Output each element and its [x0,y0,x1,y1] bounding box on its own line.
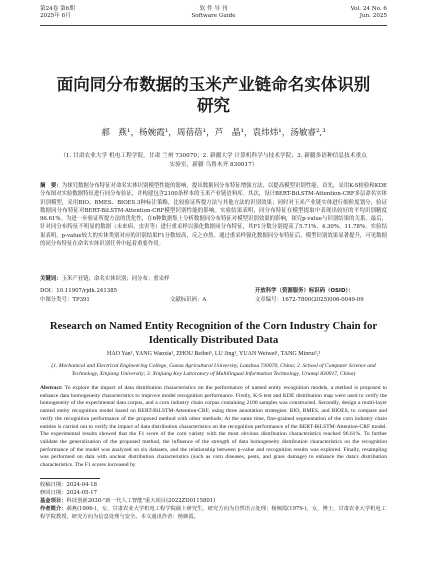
affiliation-cn-line-2: 实验室，新疆 乌鲁木齐 830017） [169,162,258,168]
author-list-cn: 郝 燕¹，杨婉霞¹，周蓓蓓¹，芦 晶¹，袁炜炜¹，汤敏睿²,³ [101,128,326,138]
header-date-en: Jun. 2025 [359,13,387,20]
affiliation-cn-line-1: （1. 甘肃农业大学 机电工程学院，甘肃 兰州 730070；2. 新疆大学 计算机科学与技术学院；3. 新疆多语种信息技术重点 [60,153,367,159]
keywords-cn-text: 玉米产业链；命名实体识别；同分布；重采样 [61,276,170,282]
header-date: 2025年 6月 [40,13,71,20]
title-en-line-2: Identically Distributed Data [148,333,279,346]
revised-date: 修回日期：2024-05-17 [40,490,98,496]
footnote-divider [40,478,100,479]
keywords-cn-label: 关键词： [40,276,62,282]
paper-title-cn [30,74,397,116]
footnotes [40,481,387,521]
received-date: 收稿日期：2024-04-18 [40,482,98,488]
title-cn-line-1: 面向同分布数据的玉米产业链命名实体识别 [56,75,371,94]
doi[interactable]: DOI：10.11907/rjdk.241385 [40,288,118,294]
abstract-cn [40,182,387,248]
clc-number: 中图分类号：TP391 [40,296,90,303]
article-number: 文章编号：1672-7800(2025)006-0049-09 [255,296,364,303]
author-bio [40,505,387,521]
document-code: 文献标识码：A [170,296,207,303]
affiliation-cn [40,152,387,170]
author-list-en: HAO Yan¹, YANG Wanxia¹, ZHOU Beibei¹, LU Jing¹, YUAN Weiwei¹, TANG Minrui²,³ [106,351,321,357]
keywords-cn [40,275,387,283]
author-bio-text: 郝燕(1996-)，女，甘肃农业大学机电工程学院硕士研究生，研究方向为自然语言处理；杨婉霞(1979-)，女，博士，甘肃农业大学机电工程学院教授，研究方向为信息处理与安全。本文通讯作者：杨婉霞。 [40,506,387,520]
fund-text: 科技创新2030-"新一代人工智能"重大项目(2022ZD0115801) [66,498,216,504]
journal-name-cn: 软 件 导 刊 [199,6,228,12]
abstract-en [40,385,387,470]
header-journal-name [40,6,387,21]
author-bio-label: 作者简介： [40,506,67,512]
title-en-line-1: Research on Named Entity Recognition of the Corn Industry Chain for [49,320,378,332]
abstract-cn-text: 为探究数据分布特征对命名实体识别模型性能的影响，提出数据同分布特征增强方法，以提高模型识别性能。首先，采用K-S检验和KDE分布图对实验数据特征进行同分布验证，并构建包含2100条样本的玉米产业链语料库。其次，设计BERT-BiLSTM-Attention-CRF多层命名实体识别模型，采用BIO、BMES、BIOES 3种标注策略，比较验证所提方法与其他方法的识别效果；同时对玉米产业链实体进行细粒度划分，验证数据同分布特征对BERT-BiLSTM-Attention-CRF模型识别性能的影响。实验结果表明，同分布特征在模型提取中表现出较好的平均识别精度96.61%。为进一步验证所提方法的优化性，在6种数据集上分析数据同分布特征对模型识别效果的影响，探究p-value与识别结果的关系。最后，针对同分布特征不明显的数据（未来病、虫害等）进行重采样以强化数据同分布特征，其F1分数分别提高了5.71%、4.30%、11.78%。实验结果表明，p-value较大的实体类别对应的识别结果F1分数较高，反之亦然。通过重采样强化数据同分布特征后，模型识别效果显著提升，可见数据的同分布特征在命名实体识别任务中起着重要作用。 [40,183,387,247]
paper-title-en [30,320,397,347]
fund-note [40,497,387,505]
article-metadata [40,287,387,304]
header-volume-en: Vol. 24 No. 6 [350,6,387,12]
header-journal-issue-en [351,6,387,21]
affiliation-en: (1. Mechanical and Electrical Engineering College, Gansu Agricultural University, Lanzhou 730070, China; 2. School of Computer Science and Technology, Xinjiang University; 3. Xinjiang Key Laboratory of Multilingual Information Technology, Urumqi 830017, China) [51,363,376,377]
oa-identifier-label: 开放科学（资源服务）标识码（OSID）： [255,288,354,294]
abstract-en-label: Abstract: [40,385,63,391]
abstract-cn-label: 摘 要： [40,183,62,189]
fund-label: 基金项目： [40,498,67,504]
title-cn-line-2: 研究 [197,96,230,115]
journal-name-en: Software Guide [191,13,236,20]
abstract-en-text: To explore the impact of data distribution characteristics on the performance of named entity recognition models, a method is proposed to enhance data homogeneity characteristics to improve model recognition performance. Firstly, K-S test and KDE distribution map were used to verify the homogeneity of the experimental data corpus, and a corn industry chain corpus containing 2100 samples was constructed. Secondly, design a multi-layer named entity recognition model based on BERT-BiLSTM-Attention-CRF, using three annotation strategies: BIO, BMES, and BIOES, to compare and verify the recognition performance of the proposed method with other methods; At the same time, fine-grained segmentation of the corn industry chain entities is carried out to verify the impact of data distribution characteristics on the recognition performance of the BERT-BiLSTM-Attention-CRF model. The experimental results showed that the F1 score of the corn variety with the most obvious distribution characteristics reached 96.61%. To further validate the generalization of the proposed method, the influence of the strength of data homogeneity distribution characteristics on the recognition performance of the model was analyzed on six datasets, and the relationship between p-value and recognition results was explored. Finally, resampling was performed on data with unclear distribution characteristics (such as corn diseases, pests, and grass damage) to enhance the data's distribution characteristics. The F1 scores increased by [40,385,387,469]
header-volume: 第24卷 第6期 [40,6,75,12]
running-header [40,4,387,26]
